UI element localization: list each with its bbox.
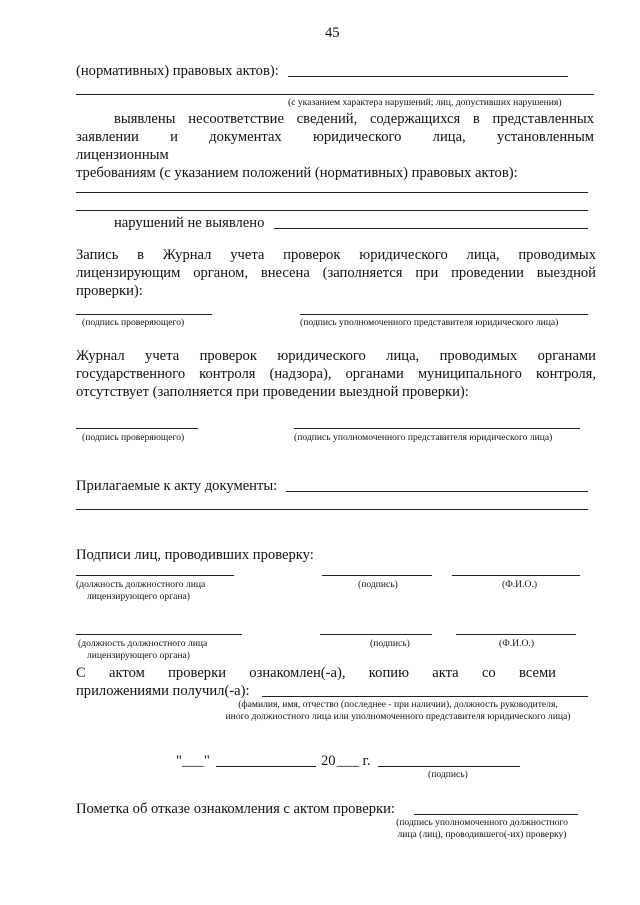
attached-documents-label: Прилагаемые к акту документы: xyxy=(76,478,278,494)
position-caption-1: (должность должностного лица xyxy=(76,579,206,590)
attached-documents-fill-line-1[interactable] xyxy=(286,491,588,492)
date-year-prefix: 20 xyxy=(321,753,336,769)
position-caption-2: (должность должностного лица xyxy=(78,638,208,649)
nonconformity-text-line-1: выявлены несоответствие сведений, содержащихся в представленных xyxy=(114,111,594,127)
representative-signature-line-2[interactable] xyxy=(294,428,580,429)
inspector-signature-caption-2: (подпись проверяющего) xyxy=(82,432,185,443)
no-violations-label: нарушений не выявлено xyxy=(114,215,265,231)
inspector-position-line-1[interactable] xyxy=(76,575,234,576)
legal-acts-label: (нормативных) правовых актов): xyxy=(76,63,279,79)
violations-fill-line-2[interactable] xyxy=(76,94,594,95)
position-caption-2b: лицензирующего органа) xyxy=(87,650,190,661)
representative-signature-caption-2: (подпись уполномоченного представителя юридического лица) xyxy=(294,432,553,443)
nonconformity-text-line-2: заявлении и документах юридического лица, установленным xyxy=(76,129,594,145)
violations-fill-line-1[interactable] xyxy=(288,76,568,77)
inspector-name-line-2[interactable] xyxy=(456,634,576,635)
date-signature-line[interactable] xyxy=(378,766,520,767)
nonconformity-fill-line-1[interactable] xyxy=(76,192,588,193)
acknowledgement-line-1: С актом проверки ознакомлен(-а), копию акта со всеми xyxy=(76,665,556,681)
representative-signature-line-1[interactable] xyxy=(300,314,588,315)
violations-caption: (с указанием характера нарушений; лиц, допустивших нарушения) xyxy=(288,97,562,108)
inspector-signature-line-1[interactable] xyxy=(76,314,212,315)
nonconformity-text-line-3: лицензионным xyxy=(76,147,169,163)
journal-absent-line-1: Журнал учета проверок юридического лица, проводимых органами xyxy=(76,348,596,364)
page-number: 45 xyxy=(325,25,340,41)
name-caption-1: (Ф.И.О.) xyxy=(502,579,538,590)
refusal-caption-2: лица (лиц), проводившего(-их) проверку) xyxy=(397,829,567,840)
journal-entry-line-2: лицензирующим органом, внесена (заполняется при проведении выездной xyxy=(76,265,596,281)
no-violations-fill-line[interactable] xyxy=(274,228,588,229)
refusal-caption-1: (подпись уполномоченного должностного xyxy=(396,817,568,828)
inspector-signature-line-3[interactable] xyxy=(322,575,432,576)
inspector-signature-line-2[interactable] xyxy=(76,428,198,429)
nonconformity-fill-line-2[interactable] xyxy=(76,210,588,211)
signature-caption-4: (подпись) xyxy=(370,638,410,649)
acknowledgement-caption-2: иного должностного лица или уполномоченного представителя юридического лица) xyxy=(225,711,571,722)
inspectors-signatures-label: Подписи лиц, проводивших проверку: xyxy=(76,547,314,563)
signature-caption-3: (подпись) xyxy=(358,579,398,590)
date-signature-caption: (подпись) xyxy=(428,769,468,780)
acknowledgement-line-2: приложениями получил(-а): xyxy=(76,683,250,699)
acknowledgement-fill-line[interactable] xyxy=(262,696,588,697)
nonconformity-text-line-4: требованиям (с указанием положений (нормативных) правовых актов): xyxy=(76,165,518,181)
refusal-note-label: Пометка об отказе ознакомления с актом проверки: xyxy=(76,801,395,817)
journal-absent-line-2: государственного контроля (надзора), органами муниципального контроля, xyxy=(76,366,596,382)
inspector-signature-line-4[interactable] xyxy=(320,634,432,635)
refusal-note-fill-line[interactable] xyxy=(414,814,578,815)
journal-entry-line-3: проверки): xyxy=(76,283,143,299)
inspector-name-line-1[interactable] xyxy=(452,575,580,576)
date-year-suffix[interactable]: ___ г. xyxy=(337,753,371,769)
position-caption-1b: лицензирующего органа) xyxy=(87,591,190,602)
journal-absent-line-3: отсутствует (заполняется при проведении выездной проверки): xyxy=(76,384,469,400)
inspector-position-line-2[interactable] xyxy=(76,634,242,635)
name-caption-2: (Ф.И.О.) xyxy=(499,638,535,649)
date-month-line[interactable] xyxy=(216,766,316,767)
attached-documents-fill-line-2[interactable] xyxy=(76,509,588,510)
inspector-signature-caption-1: (подпись проверяющего) xyxy=(82,317,185,328)
date-day[interactable]: "___" xyxy=(176,753,210,769)
representative-signature-caption-1: (подпись уполномоченного представителя юридического лица) xyxy=(300,317,559,328)
acknowledgement-caption-1: (фамилия, имя, отчество (последнее - при наличии), должность руководителя, xyxy=(238,699,558,710)
journal-entry-line-1: Запись в Журнал учета проверок юридического лица, проводимых xyxy=(76,247,596,263)
